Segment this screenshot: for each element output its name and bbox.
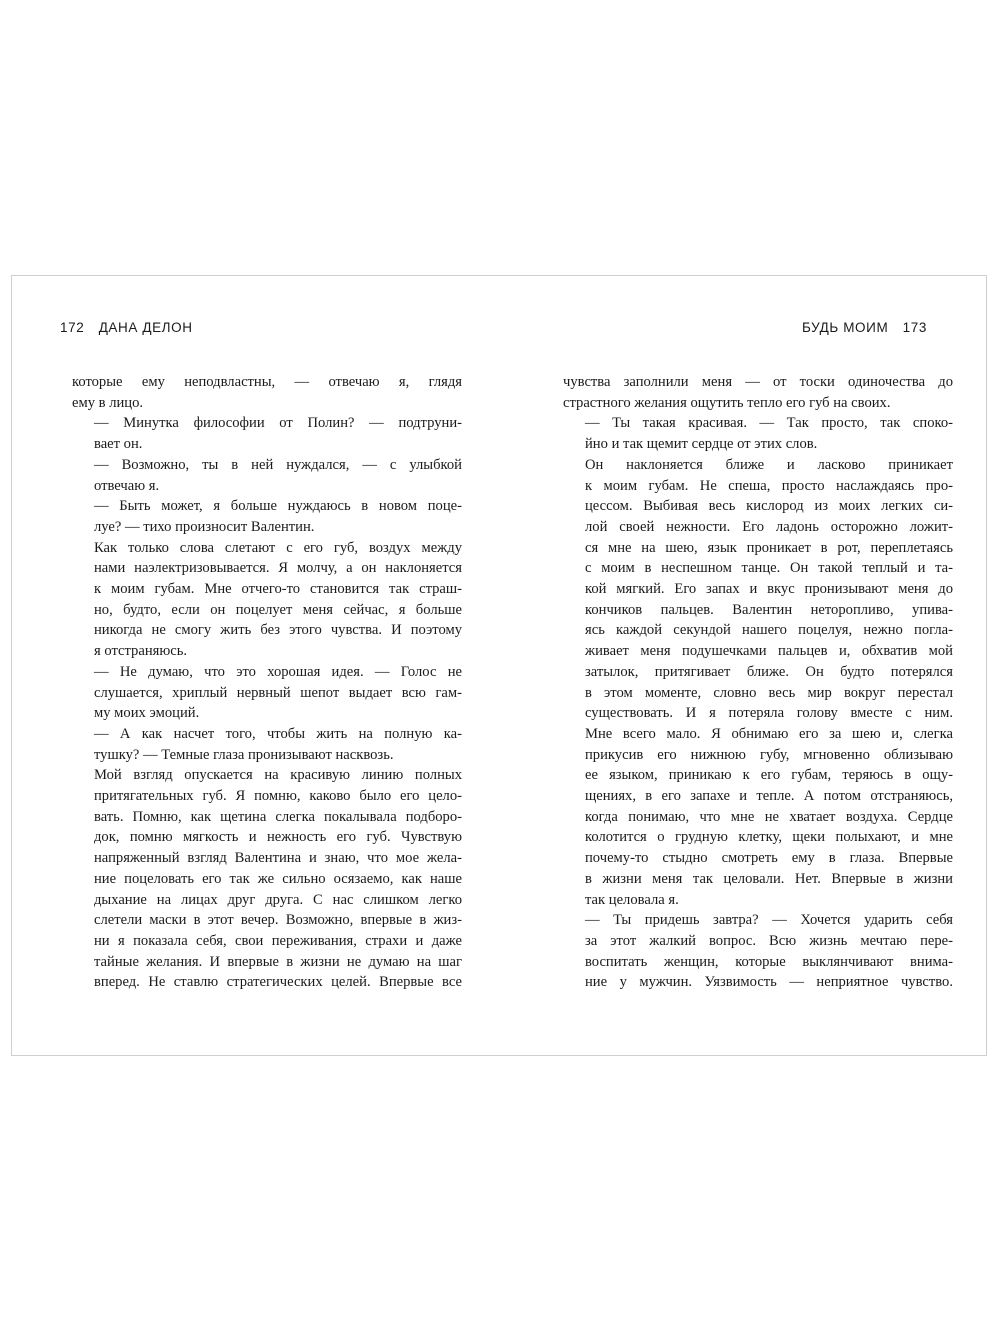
text-line: чувства заполнили меня — от тоски одиночества до xyxy=(563,374,953,390)
text-line: ее языком, приникаю к его губам, теряюсь в ощу- xyxy=(585,767,953,784)
paragraph xyxy=(72,662,462,724)
paragraph xyxy=(72,455,462,496)
text-line: цессом. Выбивая весь кислород из моих легких си- xyxy=(585,498,953,515)
left-page xyxy=(12,276,500,1055)
paragraph xyxy=(563,910,953,993)
right-page-number: 173 xyxy=(902,320,927,335)
text-line: док, помню мягкость и нежность его губ. Чувствую xyxy=(94,829,462,846)
text-line: напряженный взгляд Валентина и знаю, что мое жела- xyxy=(94,850,462,867)
paragraph xyxy=(72,724,462,765)
paragraph xyxy=(72,413,462,454)
text-line: нами наэлектризовывается. Я молчу, а он наклоняется xyxy=(94,560,462,577)
text-line: му моих эмоций. xyxy=(94,705,200,722)
left-page-text xyxy=(72,372,462,993)
text-line: с моим в неспешном танце. Он такой теплый и та- xyxy=(585,560,953,577)
text-line: — Не думаю, что это хорошая идея. — Голос не xyxy=(94,663,462,680)
text-line: когда понимаю, что мне не хватает воздуха. Сердце xyxy=(585,808,953,825)
text-line: луе? — тихо произносит Валентин. xyxy=(94,518,315,535)
text-line: слетели маски в этот вечер. Возможно, впервые в жиз- xyxy=(94,912,462,929)
text-line: ся мне на шею, язык проникает в рот, переплетаясь xyxy=(585,539,953,556)
text-line: ему в лицо. xyxy=(72,394,144,411)
text-line: к моим губам. Мне отчего-то становится так страш- xyxy=(94,581,462,598)
paragraph xyxy=(72,765,462,993)
right-running-head xyxy=(802,320,927,335)
left-author-name: ДАНА ДЕЛОН xyxy=(98,320,193,335)
left-running-head xyxy=(60,320,193,335)
text-line: но, будто, если он поцелует меня сейчас, я больше xyxy=(94,601,462,618)
text-line: отвечаю я. xyxy=(94,477,160,494)
text-line: слушается, хриплый нервный шепот выдает всю гам- xyxy=(94,684,462,701)
text-line: ние поцеловать его так же сильно осязаемо, как наше xyxy=(94,870,462,887)
text-line: страстного желания ощутить тепло его губ на своих. xyxy=(563,394,891,411)
text-line: я отстраняюсь. xyxy=(94,643,188,660)
text-line: тайные желания. И впервые в жизни не думаю на шаг xyxy=(94,953,462,970)
text-line: лой своей нежности. Его ладонь осторожно ложит- xyxy=(585,518,953,535)
left-page-number: 172 xyxy=(60,320,85,335)
text-line: — А как насчет того, чтобы жить на полную ка- xyxy=(94,725,462,742)
text-line: вать. Помню, как щетина слегка покалывала подборо- xyxy=(94,808,462,825)
text-line: которые ему неподвластны, — отвечаю я, глядя xyxy=(72,374,462,390)
text-line: тушку? — Темные глаза пронизывают насквозь. xyxy=(94,746,394,763)
paragraph xyxy=(563,372,953,413)
text-line: Мне всего мало. Я обнимаю его за шею и, слегка xyxy=(585,725,953,742)
text-line: так целовала я. xyxy=(585,891,679,908)
text-line: — Ты такая красивая. — Так просто, так споко- xyxy=(585,415,953,432)
text-line: ние у мужчин. Уязвимость — неприятное чувство. xyxy=(585,974,953,991)
text-line: затылок, притягивает ближе. Он будто потерялся xyxy=(585,663,953,680)
text-line: ясь каждой секундой нашего поцелуя, нежно погла- xyxy=(585,622,953,639)
text-line: колотится о грудную клетку, щеки полыхают, и мне xyxy=(585,829,953,846)
text-line: щениях, в его запахе и тепле. А потом отстраняюсь, xyxy=(585,788,953,805)
paragraph xyxy=(72,538,462,662)
text-line: — Ты придешь завтра? — Хочется ударить себя xyxy=(585,912,953,929)
text-line: в этом моменте, словно весь мир вокруг перестал xyxy=(585,684,953,701)
text-line: существовать. И я потеряла голову вместе с ним. xyxy=(585,705,953,722)
text-line: Он наклоняется ближе и ласково приникает xyxy=(585,456,953,473)
text-line: йно и так щемит сердце от этих слов. xyxy=(585,436,818,453)
text-line: — Минутка философии от Полин? — подтруни- xyxy=(94,415,462,432)
text-line: ни я показала себя, свои переживания, страхи и даже xyxy=(94,932,462,949)
text-line: за этот жалкий вопрос. Всю жизнь мечтаю пере- xyxy=(585,932,953,949)
text-line: — Возможно, ты в ней нуждался, — с улыбкой xyxy=(94,456,462,473)
paragraph xyxy=(72,372,462,413)
text-line: — Быть может, я больше нуждаюсь в новом поце- xyxy=(94,498,462,515)
text-line: почему-то стыдно смотреть ему в глаза. Впервые xyxy=(585,850,953,867)
text-line: никогда не смогу жить без этого чувства. И поэтому xyxy=(94,622,462,639)
paragraph xyxy=(563,413,953,454)
paragraph xyxy=(72,496,462,537)
right-page xyxy=(500,276,988,1055)
text-line: вперед. Не ставлю стратегических целей. Впервые все xyxy=(94,974,462,991)
text-line: дыхание на лицах друг друга. С нас слишком легко xyxy=(94,891,462,908)
book-spread xyxy=(11,275,987,1056)
paragraph xyxy=(563,455,953,910)
right-book-title: БУДЬ МОИМ xyxy=(801,320,889,335)
right-page-text xyxy=(563,372,953,993)
text-line: вает он. xyxy=(94,436,143,453)
text-line: к моим губам. Не спеша, просто наслаждаясь про- xyxy=(585,477,953,494)
text-line: Мой взгляд опускается на красивую линию полных xyxy=(94,767,462,784)
text-line: Как только слова слетают с его губ, воздух между xyxy=(94,539,462,556)
text-line: прикусив его нижнюю губу, мгновенно облизываю xyxy=(585,746,953,763)
text-line: воспитать женщин, которые выклянчивают внима- xyxy=(585,953,953,970)
text-line: кой мягкий. Его запах и вкус пронизывают меня до xyxy=(585,581,953,598)
text-line: притягательных губ. Я помню, каково было его цело- xyxy=(94,788,462,805)
text-line: живает меня подушечками пальцев и, обхватив мой xyxy=(585,643,953,660)
text-line: в жизни меня так целовали. Нет. Впервые в жизни xyxy=(585,870,953,887)
text-line: кончиков пальцев. Валентин неторопливо, упива- xyxy=(585,601,953,618)
